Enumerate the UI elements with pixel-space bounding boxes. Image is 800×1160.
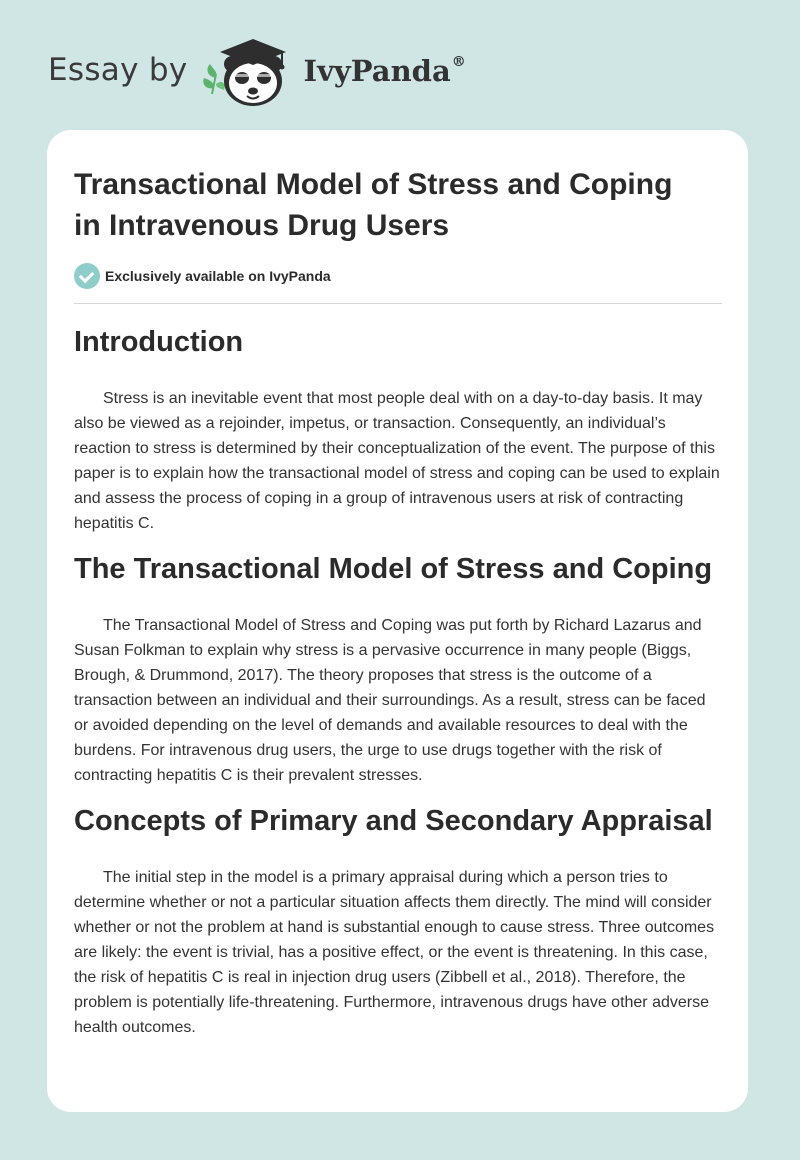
section-heading: Concepts of Primary and Secondary Appraisal bbox=[74, 805, 713, 837]
brand-text: IvyPanda bbox=[303, 54, 451, 88]
check-circle-icon bbox=[74, 263, 100, 289]
section-paragraph: Stress is an inevitable event that most people deal with on a day-to-day basis. It may also be viewed as a rejoinder, impetus, or transaction. Consequently, an individual’s reaction to stress is determined by their conceptualization of the event. The purpose of this paper is to explain how the transactional model of stress and coping can be used to explain and assess the process of coping in a group of intravenous users at risk of contracting hepatitis C. bbox=[74, 390, 720, 532]
brand-name[interactable] bbox=[304, 54, 466, 88]
section-appraisal-concepts bbox=[74, 803, 722, 1040]
section-paragraph: The initial step in the model is a primary appraisal during which a person tries to determine whether or not a particular situation affects them directly. The mind will consider whether or not the problem at hand is substantial enough to cause stress. Three outcomes are likely: the event is trivial, has a positive effect, or the event is threatening. In this case, the risk of hepatitis C is real in injection drug users (Zibbell et al., 2018). Therefore, the problem is potentially life-threatening. Furthermore, intravenous drugs have other adverse health outcomes. bbox=[74, 869, 715, 1036]
exclusive-badge-text: Exclusively available on IvyPanda bbox=[105, 268, 331, 284]
section-paragraph: The Transactional Model of Stress and Coping was put forth by Richard Lazarus and Susan Folkman to explain why stress is a pervasive occurrence in many people (Biggs, Brough, & Drummond, 2017). The theory proposes that stress is the outcome of a transaction between an individual and their surroundings. As a result, stress can be faced or avoided depending on the level of demands and available resources to deal with the burdens. For intravenous drug users, the urge to use drugs together with the risk of contracting hepatitis C is their prevalent stresses. bbox=[74, 617, 706, 784]
section-heading: The Transactional Model of Stress and Coping bbox=[74, 553, 713, 585]
section-heading: Introduction bbox=[74, 326, 244, 358]
essay-by-label: Essay by bbox=[48, 52, 188, 88]
section-introduction bbox=[74, 324, 722, 536]
section-transactional-model bbox=[74, 551, 722, 788]
title-divider bbox=[74, 303, 722, 304]
article-title: Transactional Model of Stress and Coping in Intravenous Drug Users bbox=[74, 168, 673, 242]
article-card bbox=[47, 130, 748, 1112]
registered-mark: ® bbox=[451, 54, 466, 71]
leaf-icon bbox=[203, 64, 224, 94]
panda-logo-icon[interactable] bbox=[202, 34, 298, 110]
exclusive-badge bbox=[74, 263, 331, 289]
site-header bbox=[48, 34, 466, 110]
